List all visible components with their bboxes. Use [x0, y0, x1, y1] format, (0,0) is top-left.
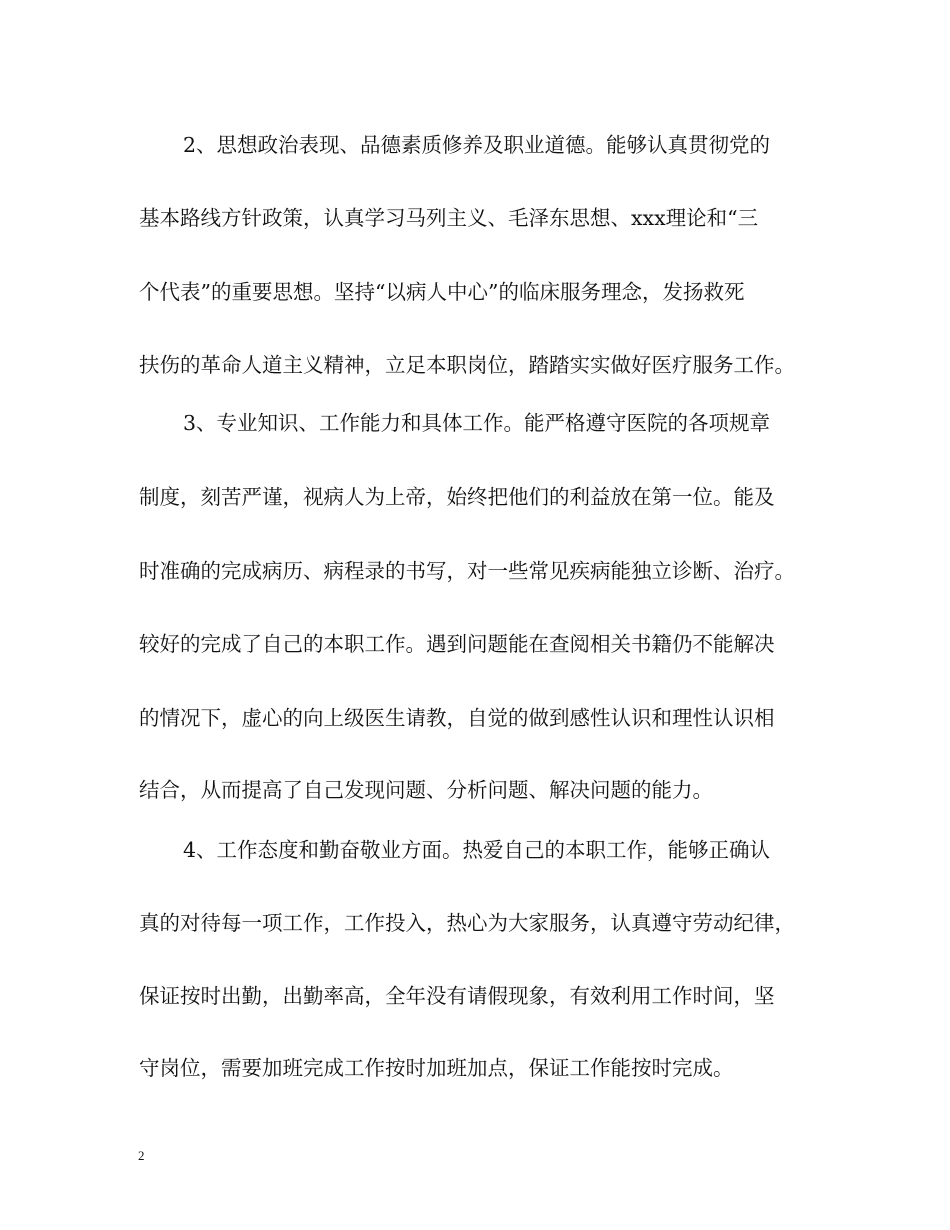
page-number: 2 [138, 1148, 145, 1163]
paragraph-2-line-2: 基本路线方针政策，认真学习马列主义、毛泽东思想、xxx理论和“三 [139, 206, 759, 230]
paragraph-3-line-1: 3、专业知识、工作能力和具体工作。能严格遵守医院的各项规章 [183, 411, 771, 435]
paragraph-2-line-1: 2、思想政治表现、品德素质修养及职业道德。能够认真贯彻党的 [183, 133, 771, 157]
paragraph-3-line-6: 结合，从而提高了自己发现问题、分析问题、解决问题的能力。 [139, 778, 713, 802]
paragraph-4-line-4: 守岗位，需要加班完成工作按时加班加点，保证工作能按时完成。 [139, 1056, 734, 1080]
paragraph-4-line-3: 保证按时出勤，出勤率高，全年没有请假现象，有效利用工作时间，坚 [139, 984, 775, 1008]
paragraph-2-line-3: 个代表”的重要思想。坚持“以病人中心”的临床服务理念，发扬救死 [139, 280, 745, 304]
paragraph-4-line-2: 真的对待每一项工作，工作投入，热心为大家服务，认真遵守劳动纪律， [139, 911, 795, 935]
paragraph-3-line-5: 的情况下，虚心的向上级医生请教，自觉的做到感性认识和理性认识相 [139, 706, 775, 730]
paragraph-2-line-4: 扶伤的革命人道主义精神，立足本职岗位，踏踏实实做好医疗服务工作。 [139, 353, 795, 377]
paragraph-3-line-3: 时准确的完成病历、病程录的书写，对一些常见疾病能独立诊断、治疗。 [139, 559, 795, 583]
paragraph-4-line-1: 4、工作态度和勤奋敬业方面。热爱自己的本职工作，能够正确认 [183, 838, 771, 862]
paragraph-3-line-4: 较好的完成了自己的本职工作。遇到问题能在查阅相关书籍仍不能解决 [139, 632, 775, 656]
paragraph-3-line-2: 制度，刻苦严谨，视病人为上帝，始终把他们的利益放在第一位。能及 [139, 485, 775, 509]
